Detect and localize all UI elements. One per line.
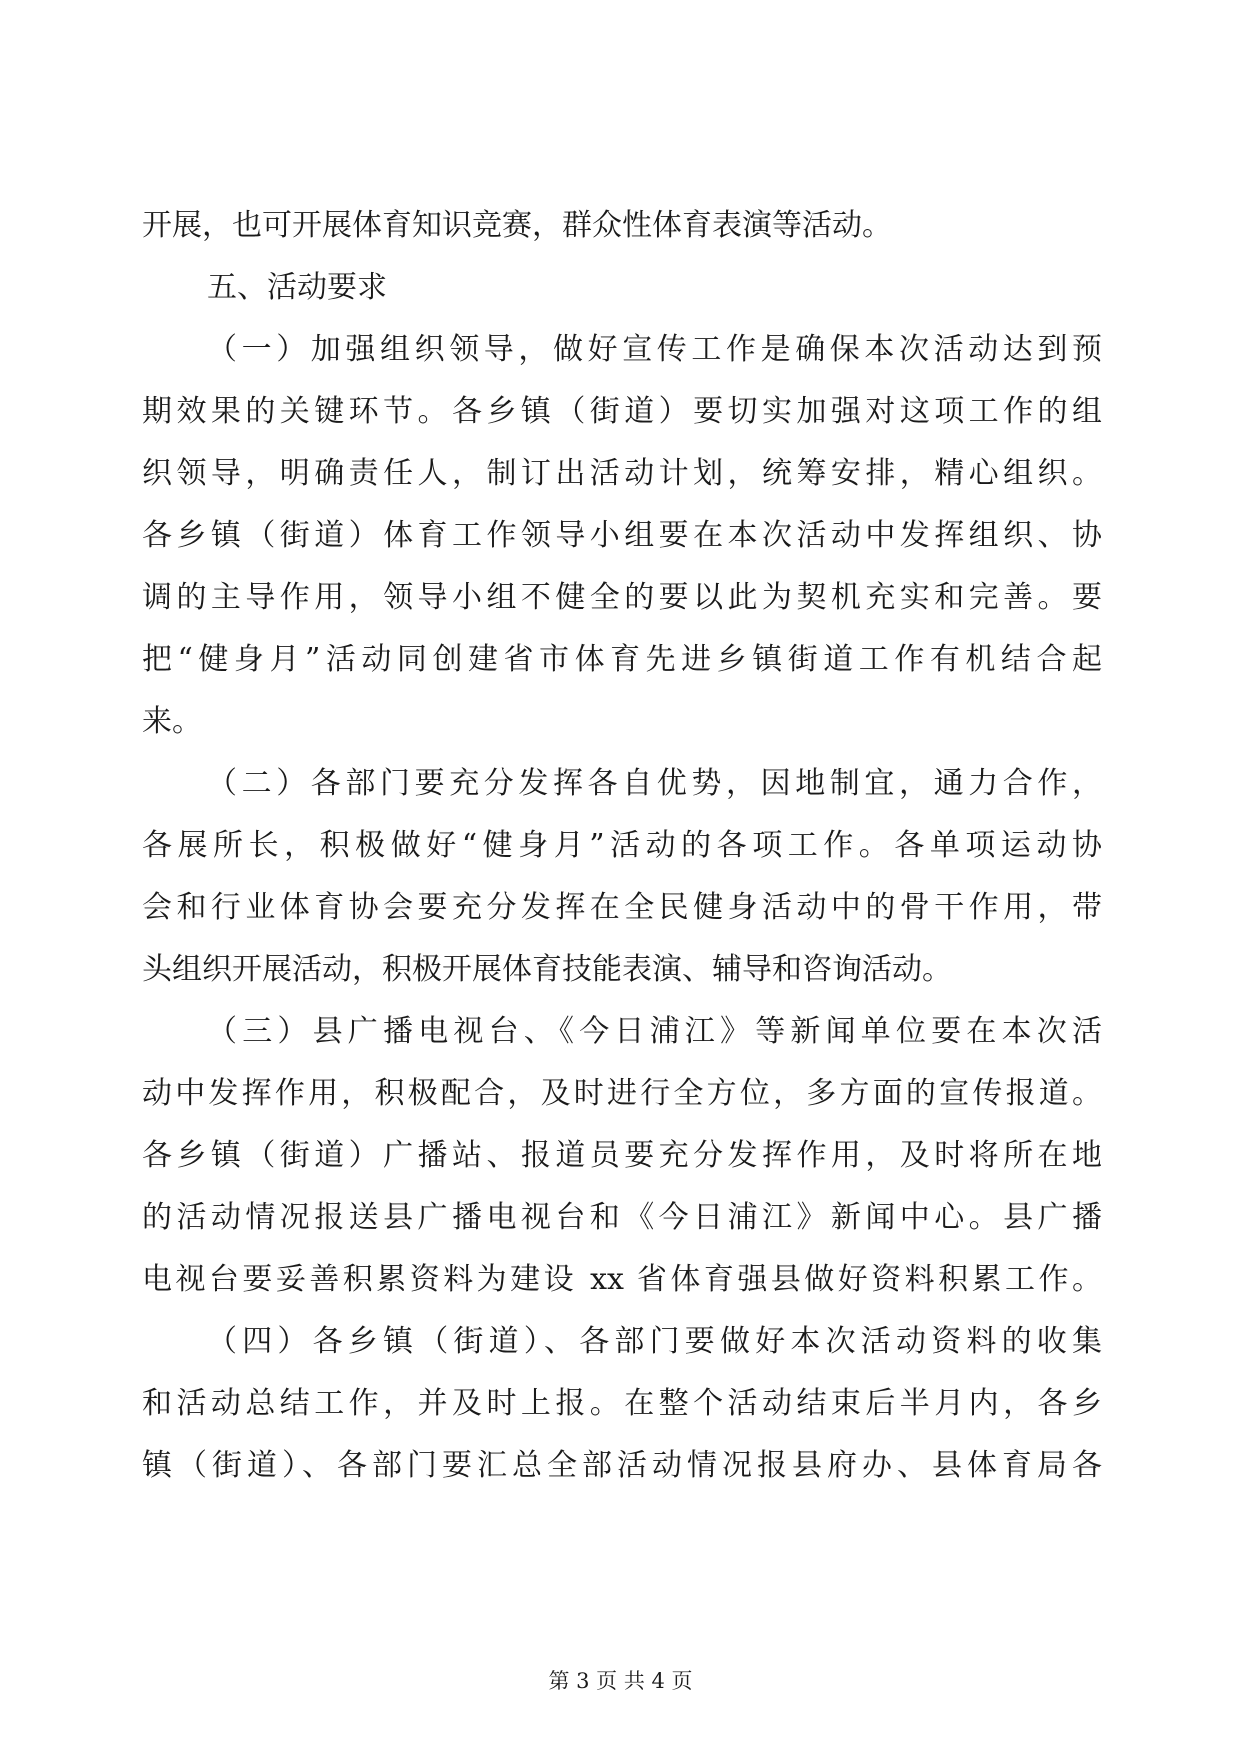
- text-line: 的活动情况报送县广播电视台和《今日浦江》新闻中心。县广播: [142, 1200, 1102, 1235]
- paragraph-first-line: （三）县广播电视台、《今日浦江》等新闻单位要在本次活: [207, 1014, 1102, 1049]
- text-line: 和活动总结工作，并及时上报。在整个活动结束后半月内，各乡: [142, 1386, 1102, 1421]
- text-line: 调的主导作用，领导小组不健全的要以此为契机充实和完善。要: [142, 580, 1102, 615]
- text-line: 各乡镇（街道）体育工作领导小组要在本次活动中发挥组织、协: [142, 518, 1102, 553]
- text-line: 镇（街道）、各部门要汇总全部活动情况报县府办、县体育局各: [142, 1448, 1102, 1483]
- paragraph-first-line: （一）加强组织领导，做好宣传工作是确保本次活动达到预: [207, 332, 1102, 367]
- text-line: 会和行业体育协会要充分发挥在全民健身活动中的骨干作用，带: [142, 890, 1102, 925]
- text-line: 开展，也可开展体育知识竞赛，群众性体育表演等活动。: [142, 208, 892, 243]
- paragraph-first-line: （四）各乡镇（街道）、各部门要做好本次活动资料的收集: [207, 1324, 1102, 1359]
- text-line: 各展所长，积极做好“健身月”活动的各项工作。各单项运动协: [142, 828, 1102, 863]
- text-line: 期效果的关键环节。各乡镇（街道）要切实加强对这项工作的组: [142, 394, 1102, 429]
- text-line: 各乡镇（街道）广播站、报道员要充分发挥作用，及时将所在地: [142, 1138, 1102, 1173]
- text-line: 动中发挥作用，积极配合，及时进行全方位，多方面的宣传报道。: [142, 1076, 1102, 1111]
- page-number-footer: 第 3 页 共 4 页: [548, 1669, 693, 1693]
- text-line: 织领导，明确责任人，制订出活动计划，统筹安排，精心组织。: [142, 456, 1102, 491]
- text-line: 头组织开展活动，积极开展体育技能表演、辅导和咨询活动。: [142, 952, 952, 987]
- text-line: 电视台要妥善积累资料为建设 xx 省体育强县做好资料积累工作。: [142, 1262, 1102, 1297]
- text-line: 把“健身月”活动同创建省市体育先进乡镇街道工作有机结合起: [142, 642, 1102, 677]
- section-heading: 五、活动要求: [207, 270, 387, 305]
- paragraph-first-line: （二）各部门要充分发挥各自优势，因地制宜，通力合作，: [207, 766, 1102, 801]
- text-line: 来。: [142, 704, 202, 739]
